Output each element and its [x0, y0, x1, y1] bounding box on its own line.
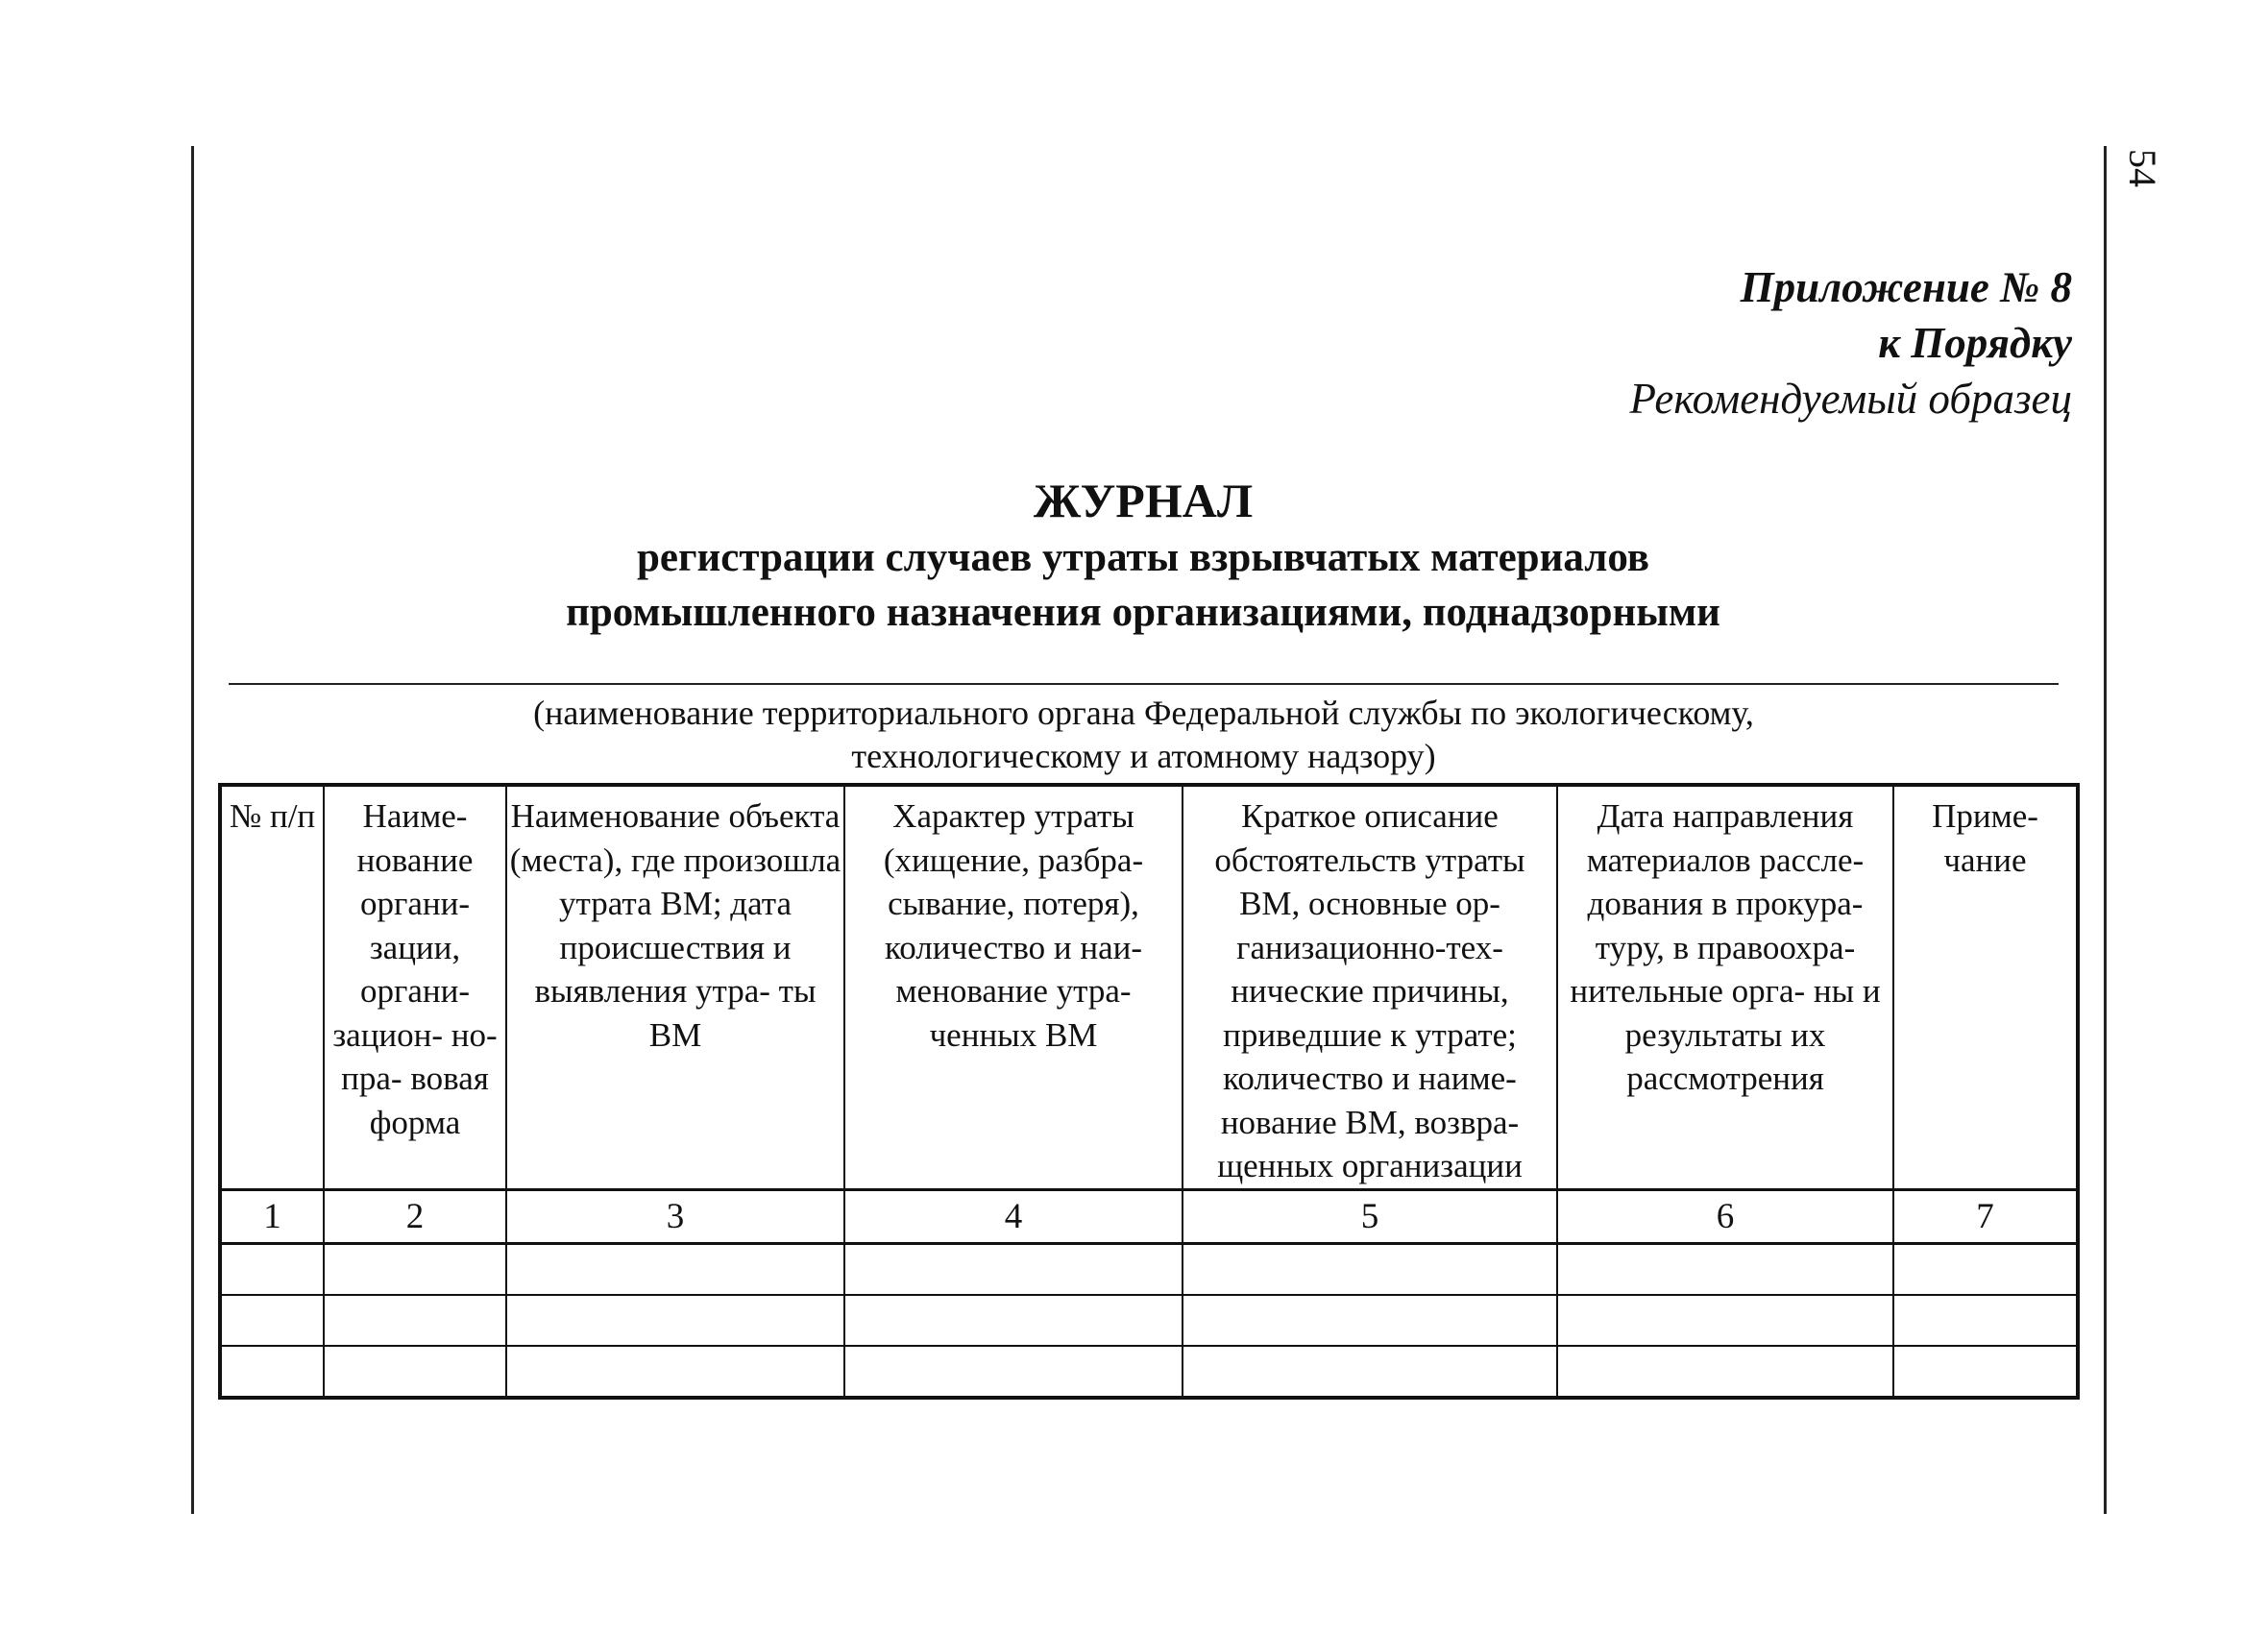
empty-cell [1893, 1346, 2078, 1398]
empty-cell [506, 1243, 844, 1295]
empty-cell [1893, 1243, 2078, 1295]
column-number: 6 [1557, 1189, 1893, 1243]
empty-cell [1557, 1295, 1893, 1346]
title-line-1: регистрации случаев утраты взрывчатых материалов [636, 535, 1650, 580]
column-number: 5 [1183, 1189, 1557, 1243]
header-referral-date: Дата направления материалов рассле- дования в прокура- туру, в правоохра- нительные орга- ны и результаты их рассмотрения [1557, 785, 1893, 1189]
header-circumstances: Краткое описание обстоятельств утраты ВМ, основные ор- ганизационно-тех- нические причины, приведшие к утрате; количество и наиме- нование ВМ, возвра- щенных организации [1183, 785, 1557, 1189]
empty-cell [506, 1346, 844, 1398]
column-number: 1 [220, 1189, 324, 1243]
journal-table [218, 783, 2080, 1400]
page-number: 54 [2121, 149, 2164, 187]
organization-caption [229, 692, 2059, 778]
header-note: Приме- чание [1893, 785, 2078, 1189]
empty-cell [1557, 1243, 1893, 1295]
column-number: 3 [506, 1189, 844, 1243]
document-title [288, 471, 1998, 640]
header-number: № п/п [220, 785, 324, 1189]
appendix-sample-note: Рекомендуемый образец [1629, 375, 2072, 423]
empty-cell [324, 1243, 506, 1295]
empty-cell [324, 1295, 506, 1346]
empty-cell [220, 1295, 324, 1346]
empty-cell [324, 1346, 506, 1398]
table-row [220, 1346, 2078, 1398]
empty-cell [844, 1346, 1183, 1398]
empty-cell [220, 1243, 324, 1295]
column-number: 4 [844, 1189, 1183, 1243]
right-margin-line [2104, 146, 2107, 1514]
empty-cell [844, 1295, 1183, 1346]
empty-cell [1183, 1243, 1557, 1295]
column-number-row [220, 1189, 2078, 1243]
empty-cell [1557, 1346, 1893, 1398]
table-header-row [220, 785, 2078, 1189]
appendix-block [1630, 259, 2072, 427]
table-row [220, 1243, 2078, 1295]
column-number: 7 [1893, 1189, 2078, 1243]
empty-cell [844, 1243, 1183, 1295]
header-loss-nature: Характер утраты (хищение, разбра- сывание, потеря), количество и наи- менование утра- ченных ВМ [844, 785, 1183, 1189]
column-number: 2 [324, 1189, 506, 1243]
title-line-2: промышленного назначения организациями, поднадзорными [566, 590, 1720, 635]
empty-cell [220, 1346, 324, 1398]
empty-cell [506, 1295, 844, 1346]
header-object: Наименование объекта (места), где произошла утрата ВМ; дата происшествия и выявления утра- ты ВМ [506, 785, 844, 1189]
header-organization: Наиме- нование органи- зации, органи- зацион- но-пра- вовая форма [324, 785, 506, 1189]
organization-caption-line-1: (наименование территориального органа Федеральной службы по экологическому, [533, 694, 1754, 732]
left-margin-line [191, 146, 194, 1514]
empty-cell [1893, 1295, 2078, 1346]
organization-name-line [229, 683, 2059, 685]
empty-cell [1183, 1295, 1557, 1346]
title-main: ЖУРНАЛ [1033, 474, 1254, 527]
table-row [220, 1295, 2078, 1346]
appendix-number: Приложение № 8 [1740, 263, 2072, 311]
organization-caption-line-2: технологическому и атомному надзору) [851, 737, 1436, 775]
empty-cell [1183, 1346, 1557, 1398]
appendix-reference: к Порядку [1878, 319, 2072, 367]
